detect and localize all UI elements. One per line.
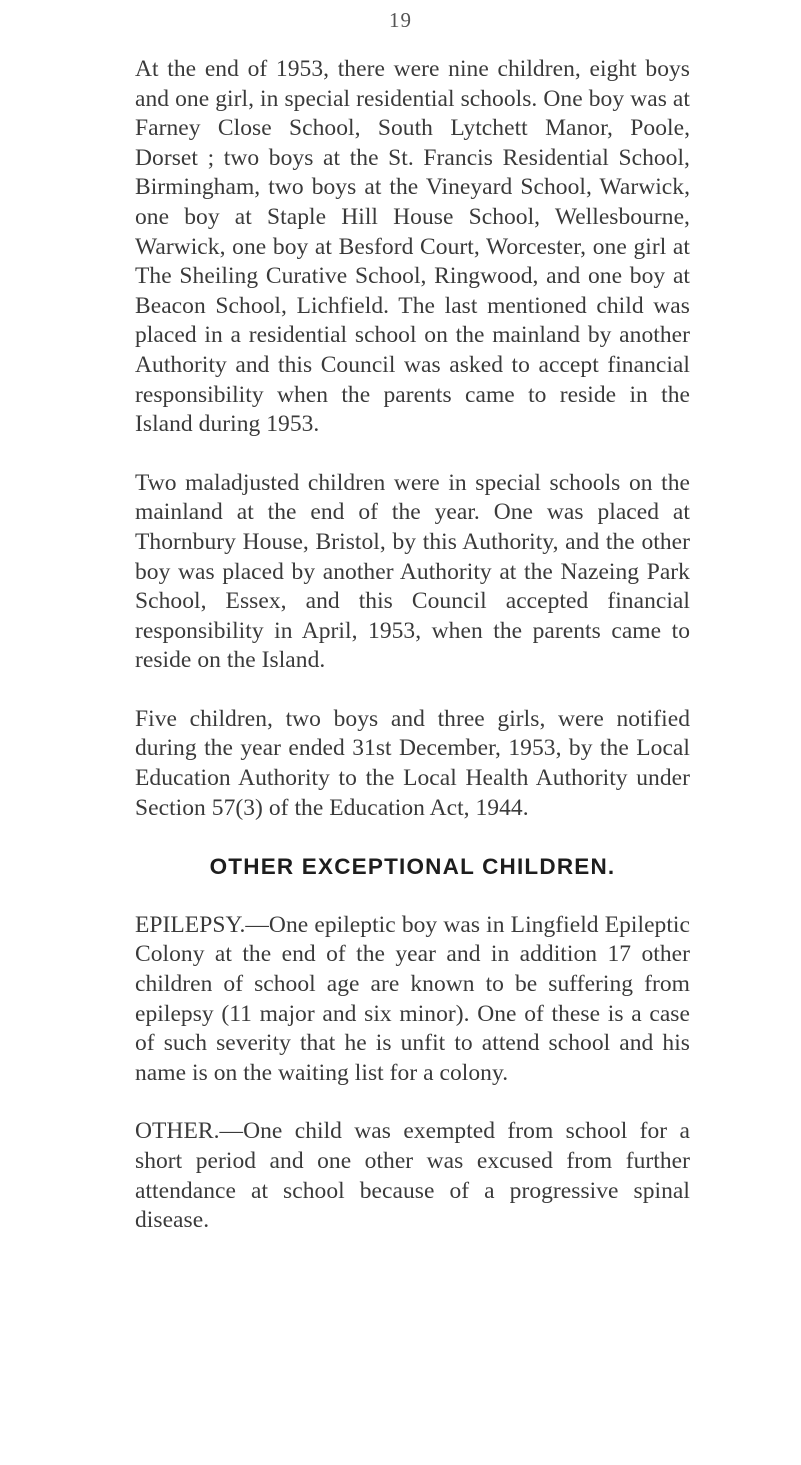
paragraph-text-other: —One child was exempted from school for a short period and one other was excused from further attendance at school because of a progressive spinal disease. xyxy=(135,1118,690,1234)
paragraph-lead-epilepsy: EPILEPSY. xyxy=(135,911,246,938)
paragraph-maladjusted-children: Two maladjusted children were in special schools on the mainland at the end of the year. One was placed at Thornbury House, Bristol, by this Authority, and the other boy was placed by another Authority at the Nazeing Park School, Essex, and this Council accepted financial responsibility in April, 1953, when the parents came to reside on the Island. xyxy=(135,469,690,674)
section-heading: OTHER EXCEPTIONAL CHILDREN. xyxy=(209,854,616,880)
body-text xyxy=(135,55,690,1236)
paragraph-lead-other: OTHER. xyxy=(135,1118,220,1145)
paragraph-epilepsy xyxy=(135,911,690,1089)
paragraph-notified-children: Five children, two boys and three girls, were notified during the year ended 31st December, 1953, by the Local Education Authority to the Local Health Authority under Section 57(3) of the Education Act, 1944. xyxy=(135,705,690,821)
page-number: 19 xyxy=(389,8,412,32)
paragraph-residential-schools: At the end of 1953, there were nine children, eight boys and one girl, in special residential schools. One boy was at Farney Close School, South Lytchett Manor, Poole, Dorset ; two boys at the St. Francis Residential School, Birmingham, two boys at the Vineyard School, Warwick, one boy at Staple Hill House School, Wellesbourne, Warwick, one boy at Besford Court, Worcester, one girl at The Sheiling Curative School, Ringwood, and one boy at Beacon School, Lichfield. The last mentioned child was placed in a residential school on the mainland by another Authority and this Council was asked to accept financial responsibility when the parents came to reside in the Island during 1953. xyxy=(135,56,690,438)
paragraph-other xyxy=(135,1117,690,1235)
paragraph-text-epilepsy: —One epileptic boy was in Lingfield Epileptic Colony at the end of the year and in addition 17 other children of school age are known to be suffering from epilepsy (11 major and six minor). One of these is a case of such severity that he is unfit to attend school and his name is on the waiting list for a colony. xyxy=(135,911,690,1086)
